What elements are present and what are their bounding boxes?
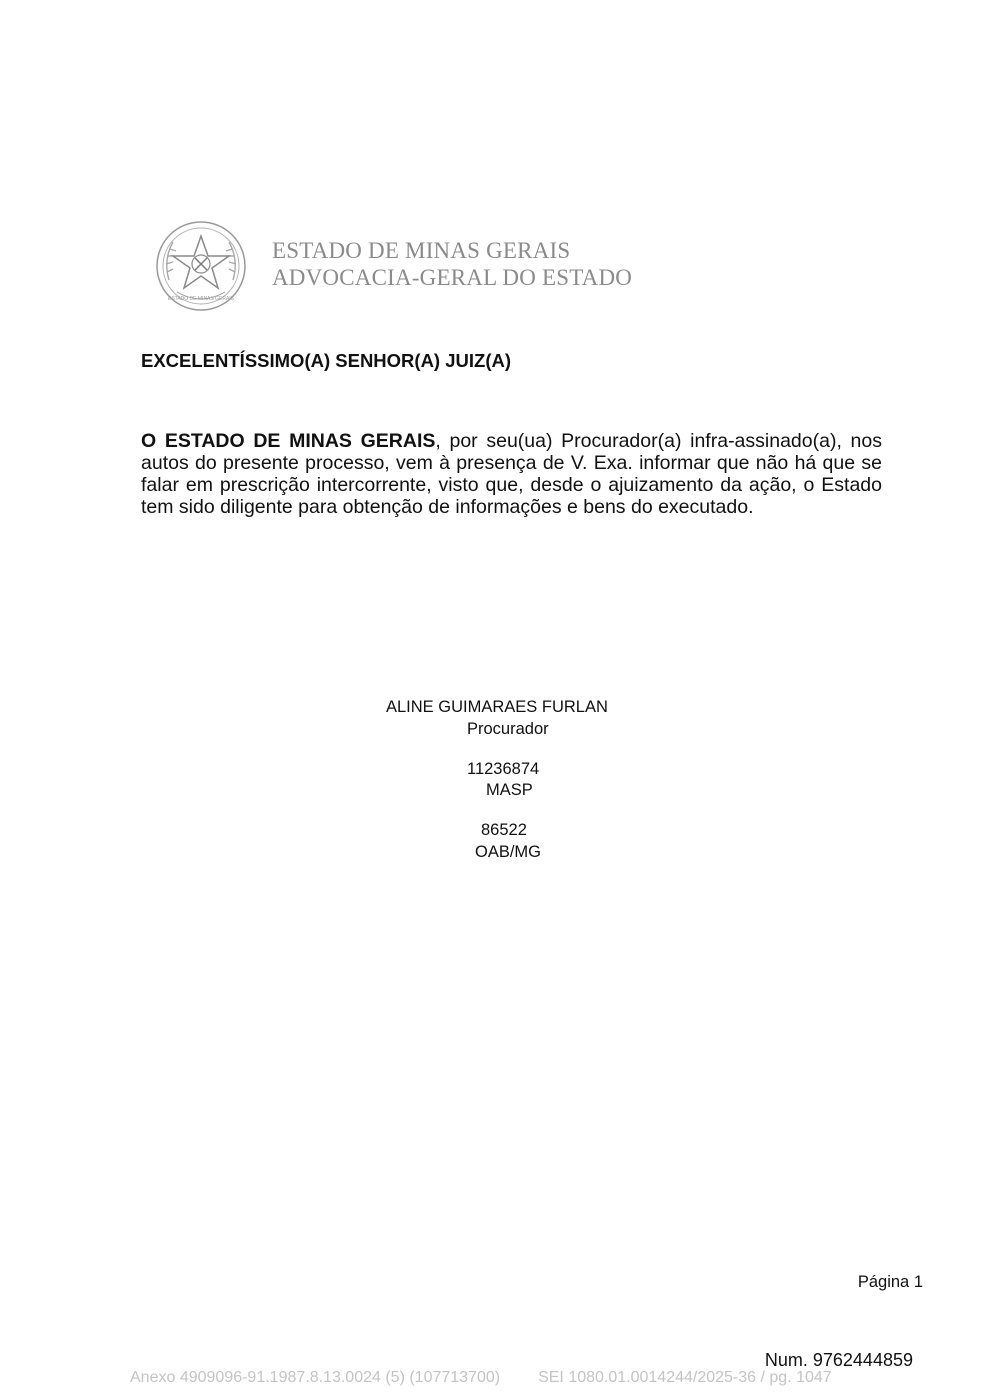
- footer-reference: [130, 1369, 832, 1387]
- sei-reference: SEI 1080.01.0014244/2025-36 / pg. 1047: [538, 1369, 832, 1386]
- petition-body: [141, 430, 882, 518]
- page-number: Página 1: [857, 1273, 923, 1291]
- svg-text:ESTADO DE MINAS GERAIS: ESTADO DE MINAS GERAIS: [167, 296, 235, 302]
- signer-name: ALINE GUIMARAES FURLAN: [386, 698, 608, 716]
- salutation-heading: EXCELENTÍSSIMO(A) SENHOR(A) JUIZ(A): [141, 350, 511, 371]
- masp-number: 11236874: [467, 760, 540, 778]
- document-number: Num. 9762444859: [764, 1350, 913, 1370]
- organization-name: ESTADO DE MINAS GERAIS: [272, 238, 571, 263]
- oab-label: OAB/MG: [475, 843, 542, 861]
- annex-reference: Anexo 4909096-91.1987.8.13.0024 (5) (107713700): [130, 1369, 501, 1386]
- petition-text: , por seu(ua) Procurador(a) infra-assinado(a), nos autos do presente processo, vem à presença de V. Exa. informar que não há que se falar em prescrição intercorrente, visto que, desde o ajuizamento da ação, o Estado tem sido diligente para obtenção de informações e bens do executado.: [141, 430, 882, 518]
- state-coat-of-arms-icon: [155, 220, 247, 312]
- masp-label: MASP: [486, 781, 533, 799]
- petition-party-name: O ESTADO DE MINAS GERAIS: [141, 430, 436, 452]
- oab-number: 86522: [481, 821, 527, 839]
- signer-role: Procurador: [467, 720, 549, 738]
- organization-department: ADVOCACIA-GERAL DO ESTADO: [272, 265, 633, 290]
